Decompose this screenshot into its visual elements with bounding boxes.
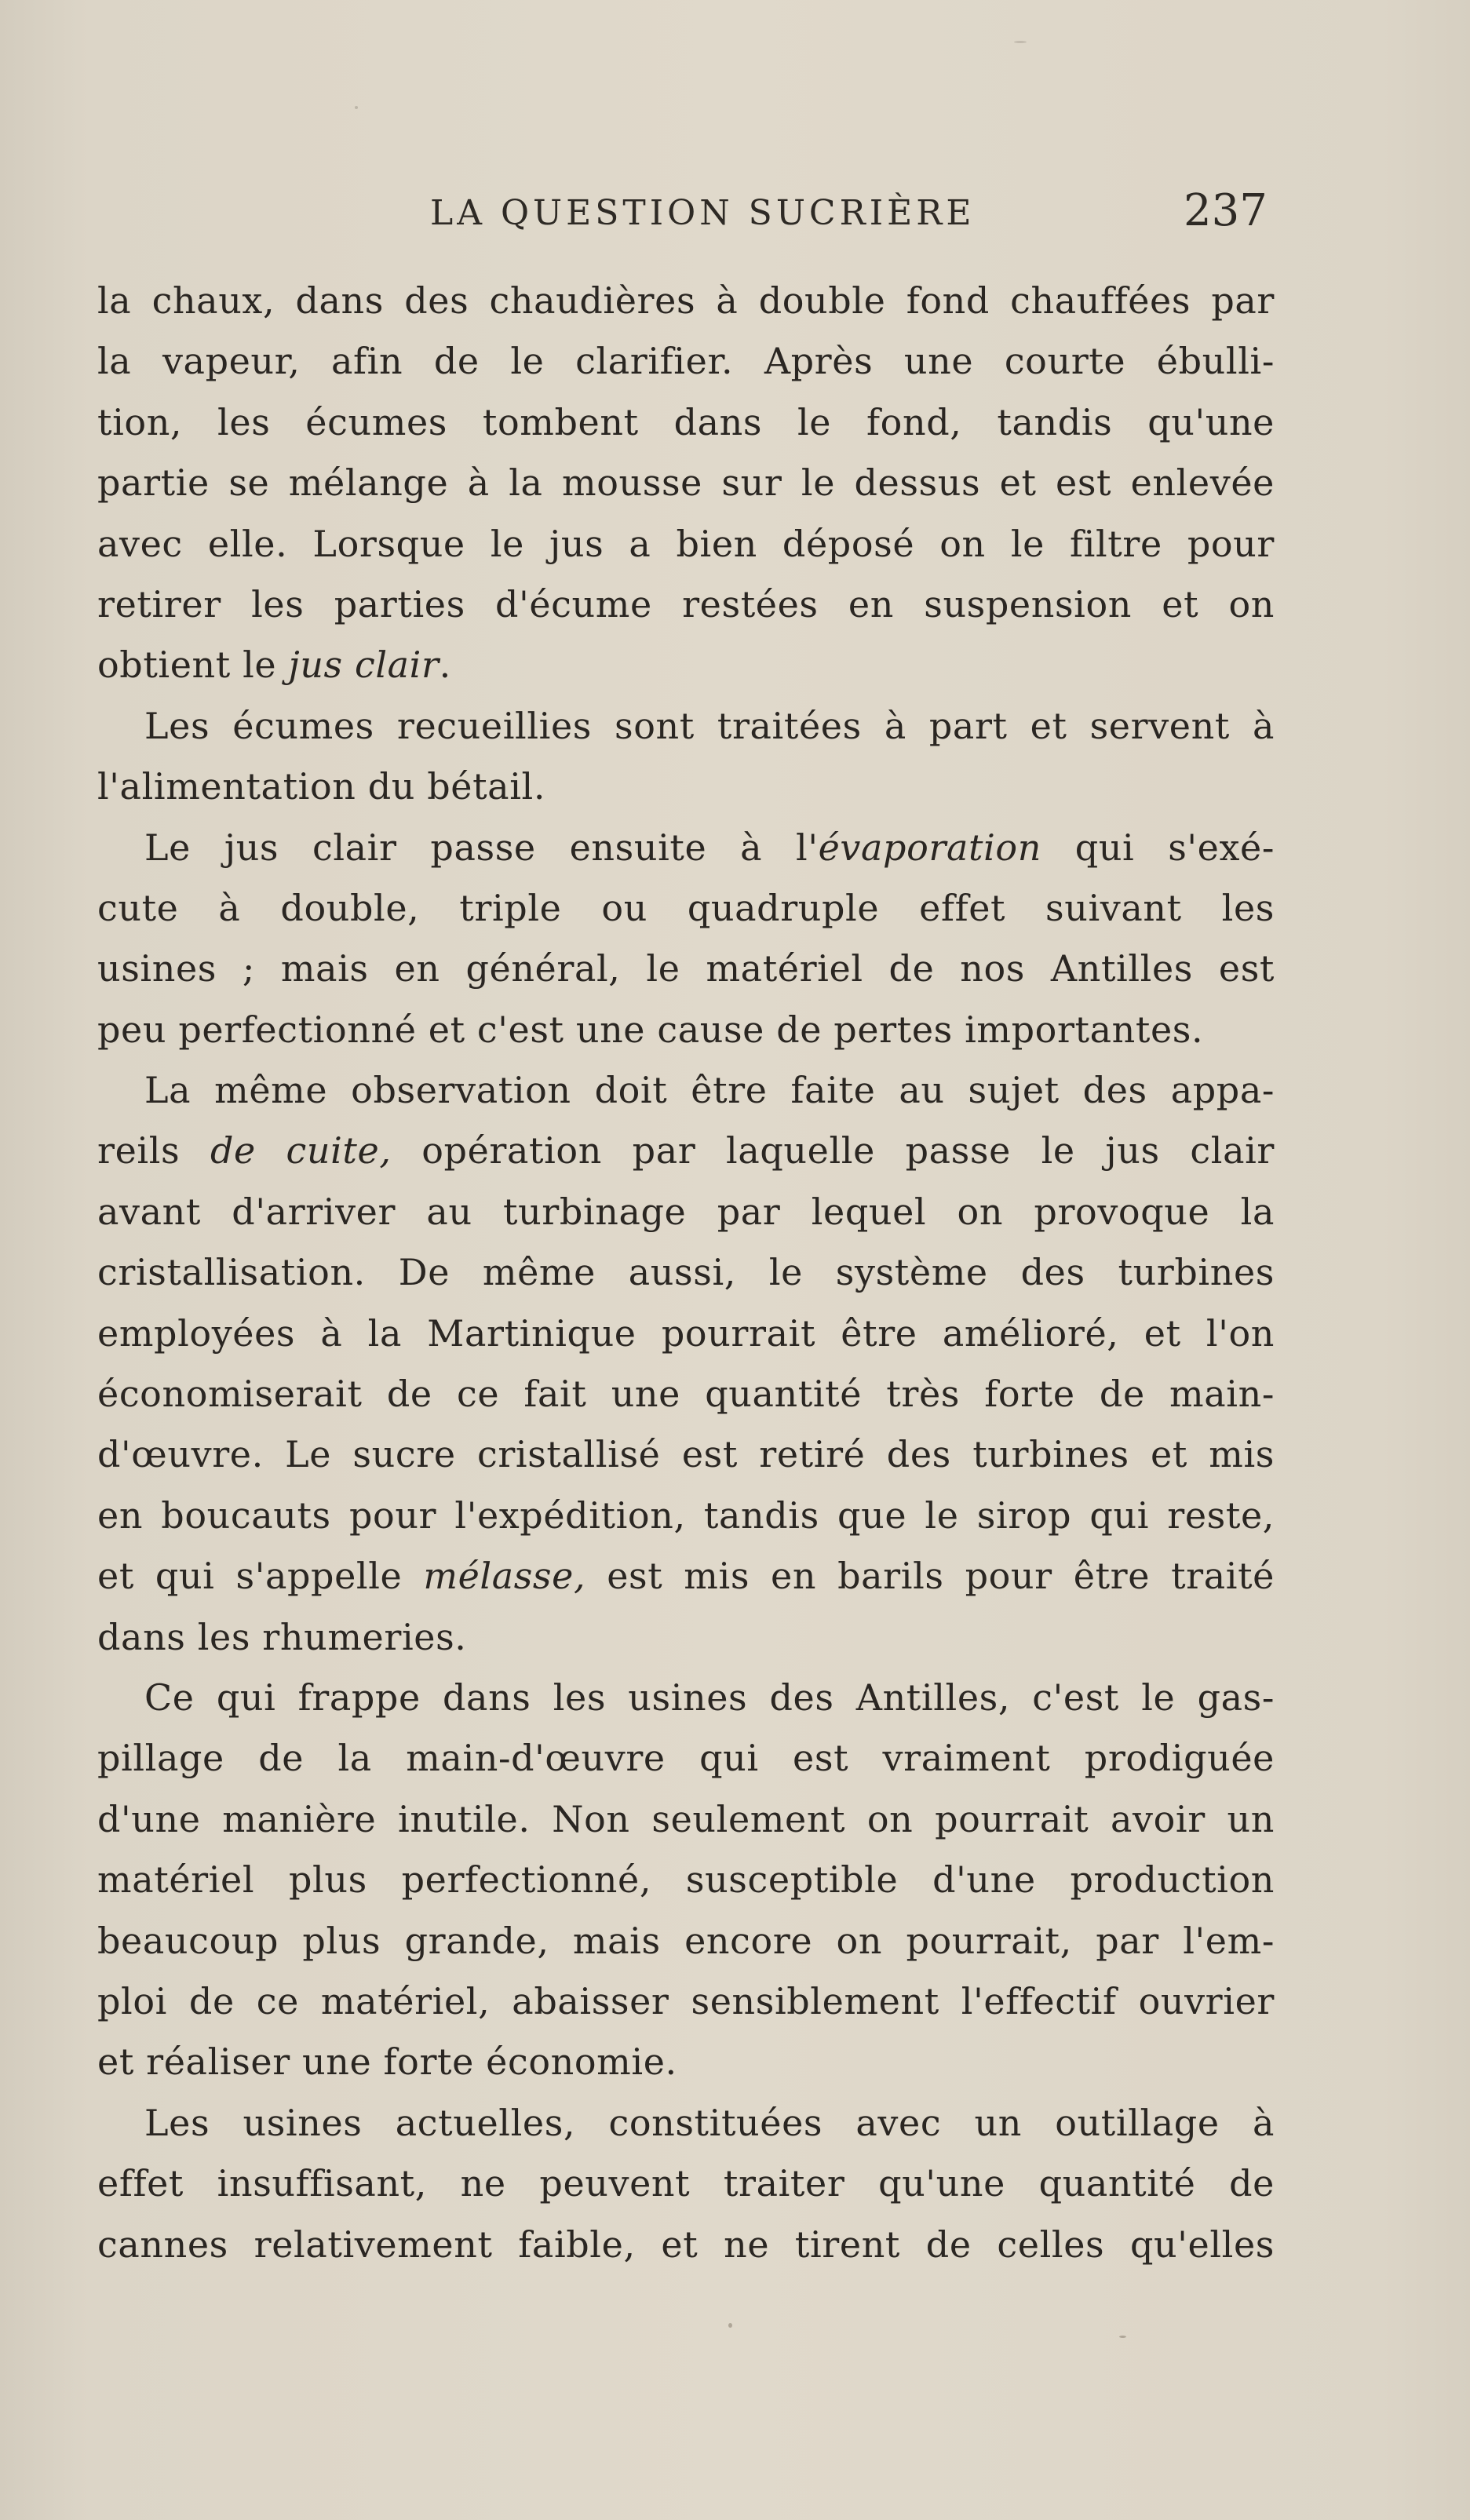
text-run: qui s'exé- [1041, 826, 1275, 869]
text-line: cristallisation. De même aussi, le système des turbines [97, 1251, 1275, 1294]
text-line: pillage de la main-d'œuvre qui est vraiment prodiguée [97, 1737, 1275, 1780]
paper-speck [355, 106, 358, 109]
paragraph-first-line [97, 818, 1275, 878]
italic-text: de cuite, [210, 1129, 392, 1172]
italic-text: évaporation [818, 826, 1041, 869]
text-line: retirer les parties d'écume restées en suspension et on [97, 582, 1275, 625]
paper-speck [1119, 2336, 1126, 2338]
text-line: matériel plus perfectionné, susceptible d'une production [97, 1858, 1275, 1902]
text-line: économiserait de ce fait une quantité très forte de main- [97, 1373, 1275, 1416]
paragraph-first-line: Les usines actuelles, constituées avec un outillage à [144, 2101, 1275, 2144]
text-line: la chaux, dans des chaudières à double fond chauffées par [97, 279, 1275, 322]
text-line: l'alimentation du bétail. [97, 765, 546, 808]
paragraph-first-line: La même observation doit être faite au sujet des appa- [144, 1069, 1275, 1112]
text-line: d'une manière inutile. Non seulement on pourrait avoir un [97, 1797, 1275, 1840]
paragraph-first-line: Ce qui frappe dans les usines des Antilles, c'est le gas- [144, 1676, 1275, 1719]
paper-speck [1014, 41, 1027, 43]
text-line [97, 1546, 1275, 1606]
text-run: est mis en barils pour être traité [585, 1555, 1275, 1598]
body-text [97, 271, 1275, 2275]
text-line: tion, les écumes tombent dans le fond, tandis qu'une [97, 400, 1275, 443]
text-line: la vapeur, afin de le clarifier. Après une courte ébulli- [97, 340, 1275, 383]
text-run: reils [97, 1129, 210, 1172]
text-line: employées à la Martinique pourrait être amélioré, et l'on [97, 1311, 1275, 1355]
paragraph-first-line: Les écumes recueillies sont traitées à part et servent à [144, 704, 1275, 747]
text-line: en boucauts pour l'expédition, tandis que le sirop qui reste, [97, 1493, 1275, 1537]
text-line: cute à double, triple ou quadruple effet suivant les [97, 886, 1275, 929]
text-line: usines ; mais en général, le matériel de nos Antilles est [97, 947, 1275, 990]
text-run: obtient le [97, 644, 289, 687]
running-head-title: LA QUESTION SUCRIÈRE [430, 193, 976, 233]
text-line [97, 635, 1275, 695]
text-line: effet insuffisant, ne peuvent traiter qu'une quantité de [97, 2162, 1275, 2205]
text-line: dans les rhumeries. [97, 1615, 467, 1658]
running-head [0, 185, 1470, 248]
text-line: avant d'arriver au turbinage par lequel on provoque la [97, 1190, 1275, 1233]
text-run: Le jus clair passe ensuite à l' [144, 826, 819, 869]
text-run: opération par laquelle passe le jus clair [391, 1129, 1275, 1172]
text-line: partie se mélange à la mousse sur le dessus et est enlevée [97, 461, 1275, 505]
text-line: avec elle. Lorsque le jus a bien déposé on le filtre pour [97, 522, 1275, 565]
text-run: et qui s'appelle [97, 1555, 424, 1598]
italic-run [288, 644, 450, 686]
text-line: et réaliser une forte économie. [97, 2040, 677, 2084]
text-line [97, 1121, 1275, 1181]
text-run: . [439, 644, 451, 687]
text-line: peu perfectionné et c'est une cause de pertes importantes. [97, 1008, 1204, 1051]
text-line: beaucoup plus grande, mais encore on pourrait, par l'em- [97, 1919, 1275, 1962]
italic-text: jus clair [288, 644, 440, 687]
text-line: d'œuvre. Le sucre cristallisé est retiré des turbines et mis [97, 1433, 1275, 1476]
text-line: ploi de ce matériel, abaisser sensiblement l'effectif ouvrier [97, 1979, 1275, 2022]
page-number: 237 [1184, 185, 1268, 236]
italic-text: mélasse, [423, 1555, 586, 1598]
text-line: cannes relativement faible, et ne tirent de celles qu'elles [97, 2223, 1275, 2266]
paper-speck [728, 2323, 732, 2328]
